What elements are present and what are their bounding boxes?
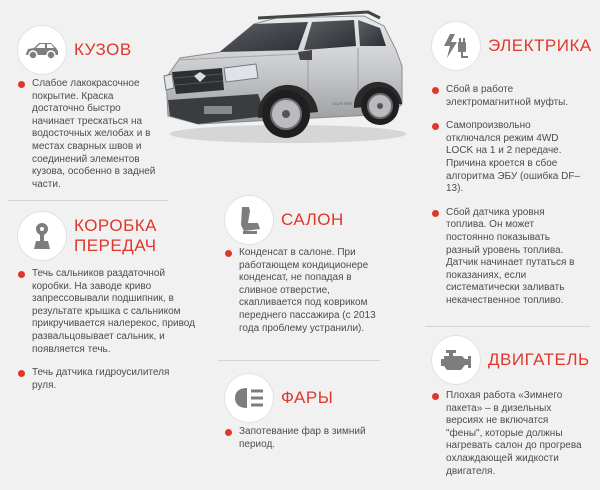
section-body-header (18, 26, 178, 74)
section-engine (432, 336, 600, 384)
section-engine-list (432, 390, 584, 489)
divider (425, 326, 590, 327)
car-body-icon (18, 26, 66, 74)
list-item: Слабое лакокрасочное покрытие. Краска достаточно быстро начинает трескаться на водосточных желобах и в местах сварных швов и соединений элементов кузова, особенно в задней части. (18, 78, 163, 191)
section-interior-title: САЛОН (281, 210, 344, 229)
list-item: Сбой в работе электромагнитной муфты. (432, 84, 582, 109)
section-gearbox-title-line2: ПЕРЕДАЧ (74, 236, 157, 255)
list-item: Самопроизвольно отключался режим 4WD LOCK на 1 и 2 передаче. Причина кроется в сбое алгоритма ЭБУ (ошибка DF–13). (432, 120, 582, 196)
section-electrics-header (432, 22, 600, 70)
section-electrics-title: ЭЛЕКТРИКА (488, 36, 592, 55)
section-gearbox-title (74, 216, 157, 256)
list-item: Сбой датчика уровня топлива. Он может постоянно показывать разный уровень топлива. Датчик начинает путаться в показаниях, если систематически заливать некачественное топливо. (432, 207, 582, 308)
list-item: Плохая работа «Зимнего пакета» – в дизельных версиях не включатся "фены", которые должны нагревать салон до прогрева охлаждающей жидкости двигателя. (432, 390, 584, 478)
section-engine-title: ДВИГАТЕЛЬ (488, 350, 590, 369)
car-model-badge: DUSTER (333, 101, 353, 106)
list-item: Течь сальников раздаточной коробки. На заводе криво запрессовывали подшипник, в результате крышка с сальником прикручивается налерекос, привод развальцовывает сальник, и появляется течь. (18, 268, 196, 356)
gear-shift-icon (18, 212, 66, 260)
car-seat-icon (225, 196, 273, 244)
section-interior (225, 196, 395, 244)
section-engine-header (432, 336, 600, 384)
section-headlights-header (225, 374, 395, 422)
divider (218, 360, 380, 361)
divider (8, 200, 168, 201)
section-electrics-list (432, 84, 582, 319)
list-item: Течь датчика гидроусилителя руля. (18, 367, 196, 392)
list-item: Конденсат в салоне. При работающем кондиционере конденсат, не попадая в сливное отверстие, скапливается под ковриком переднего пассажира (с 2013 года проблему устранили). (225, 247, 385, 335)
headlight-icon (225, 374, 273, 422)
electric-plug-icon (432, 22, 480, 70)
section-interior-list (225, 247, 385, 346)
section-body-title: КУЗОВ (74, 40, 132, 59)
section-headlights-title: ФАРЫ (281, 388, 334, 407)
section-headlights-list (225, 426, 385, 462)
section-gearbox-title-line1: КОРОБКА (74, 216, 158, 235)
car-illustration (158, 6, 408, 146)
section-headlights (225, 374, 395, 422)
section-gearbox-list (18, 268, 196, 403)
section-body (18, 26, 178, 74)
engine-icon (432, 336, 480, 384)
section-body-list (18, 78, 163, 202)
section-gearbox (18, 212, 198, 260)
section-electrics (432, 22, 600, 70)
list-item: Запотевание фар в зимний период. (225, 426, 385, 451)
section-gearbox-header (18, 212, 198, 260)
section-interior-header (225, 196, 395, 244)
